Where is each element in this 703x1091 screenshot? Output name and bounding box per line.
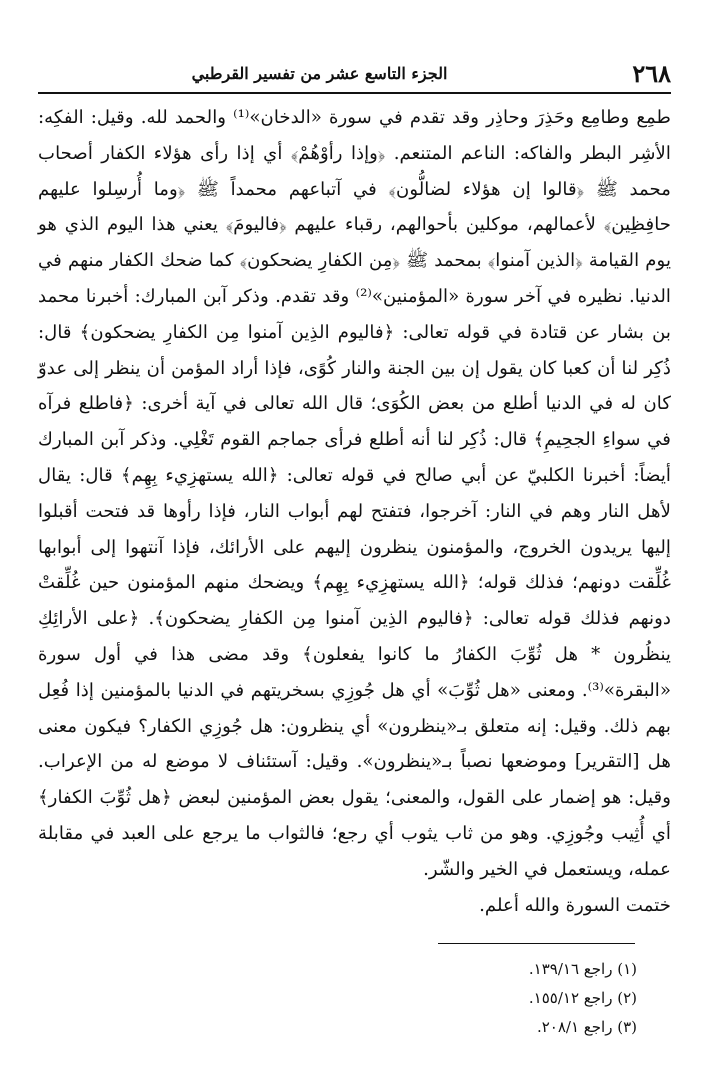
page-number: ٢٦٨ (632, 59, 671, 88)
body-text (38, 100, 671, 923)
footnotes (337, 955, 637, 1042)
running-title: الجزء التاسع عشر من تفسير القرطبي (191, 64, 448, 83)
footnote-1: (١) راجع ١٣٩/١٦. (528, 960, 637, 978)
header-rule (38, 92, 671, 94)
footnote-rule (438, 943, 635, 944)
page-header (38, 60, 671, 88)
footnote-2: (٢) راجع ١٥٥/١٢. (528, 989, 637, 1007)
body-paragraph: طمِع وطامِع وحَذِرَ وحاذِر وقد تقدم في سورة «الدخان»⁽¹⁾ والحمد لله. وقيل: الفكِه: الأشِر البطر والفاكه: الناعم المتنعم. ﴿وإذا رأوْهُمْ﴾ أي إذا رأى هؤلاء الكفار أصحاب محمد ﷺ ﴿قالوا إن هؤلاء لضالُّون﴾ في آتباعهم محمداً ﷺ ﴿وما أُرسِلوا عليهم حافِظِين﴾ لأعمالهم، موكلين بأحوالهم، رقباء عليهم ﴿فاليومَ﴾ يعني هذا اليوم الذي هو يوم القيامة ﴿الذين آمنوا﴾ بمحمد ﷺ ﴿مِن الكفارِ يضحكون﴾ كما ضحك الكفار منهم في الدنيا. نظيره في آخر سورة «المؤمنين»⁽²⁾ وقد تقدم. وذكر آبن المبارك: أخبرنا محمد بن بشار عن قتادة في قوله تعالى: ﴿فاليوم الذِين آمنوا مِن الكفارِ يضحكون﴾ قال: ذُكِر لنا أن كعبا كان يقول إن بين الجنة والنار كُوًى، فإذا أراد المؤمن أن ينظر إلى عدوّ كان له في الدنيا أطلع من بعض الكُوَى؛ قال الله تعالى في آية أخرى: ﴿فاطلع فرآه في سواءِ الجحِيمِ﴾ قال: ذُكِر لنا أنه أطلع فرأى جماجم القوم تَغْلِي. وذكر آبن المبارك أيضاً: أخبرنا الكلبيّ عن أبي صالح في قوله تعالى: ﴿الله يستهزِيء بِهِم﴾ قال: يقال لأهل النار وهم في النار: آخرجوا، فتفتح لهم أبواب النار، فإذا رأوها قد فتحت أقبلوا إليها يريدون الخروج، والمؤمنون ينظرون إليهم على الأرائك، فإذا آنتهوا إلى أبوابها غُلِّقت دونهم؛ فذلك قوله؛ ﴿الله يستهزِيء بِهِم﴾ ويضحك منهم المؤمنون حين غُلِّقتْ دونهم فذلك قوله تعالى: ﴿فاليوم الذِين آمنوا مِن الكفارِ يضحكون﴾. ﴿على الأرائِكِ ينظُرون * هل ثُوِّبَ الكفارُ ما كانوا يفعلون﴾ وقد مضى هذا في أول سورة «البقرة»⁽³⁾. ومعنى «هل ثُوِّبَ» أي هل جُوزِي بسخريتهم في الدنيا بالمؤمنين إذا فُعِل بهم ذلك. وقيل: إنه متعلق بـ«ينظرون» أي ينظرون: هل جُوزِي الكفار؟ فيكون معنى هل [التقرير] وموضعها نصباً بـ«ينظرون». وقيل: آستئناف لا موضع له من الإعراب. وقيل: هو إضمار على القول، والمعنى؛ يقول بعض المؤمنين لبعض ﴿هل ثُوِّبَ الكفار﴾ أي أُثِيب وجُوزِي. وهو من ثاب يثوب أي رجع؛ فالثواب ما يرجع على العبد في مقابلة عمله، ويستعمل في الخير والشّر. (38, 107, 672, 880)
closing-line: ختمت السورة والله أعلم. (479, 894, 671, 916)
footnote-3: (٣) راجع ٢٠٨/١. (536, 1018, 637, 1036)
